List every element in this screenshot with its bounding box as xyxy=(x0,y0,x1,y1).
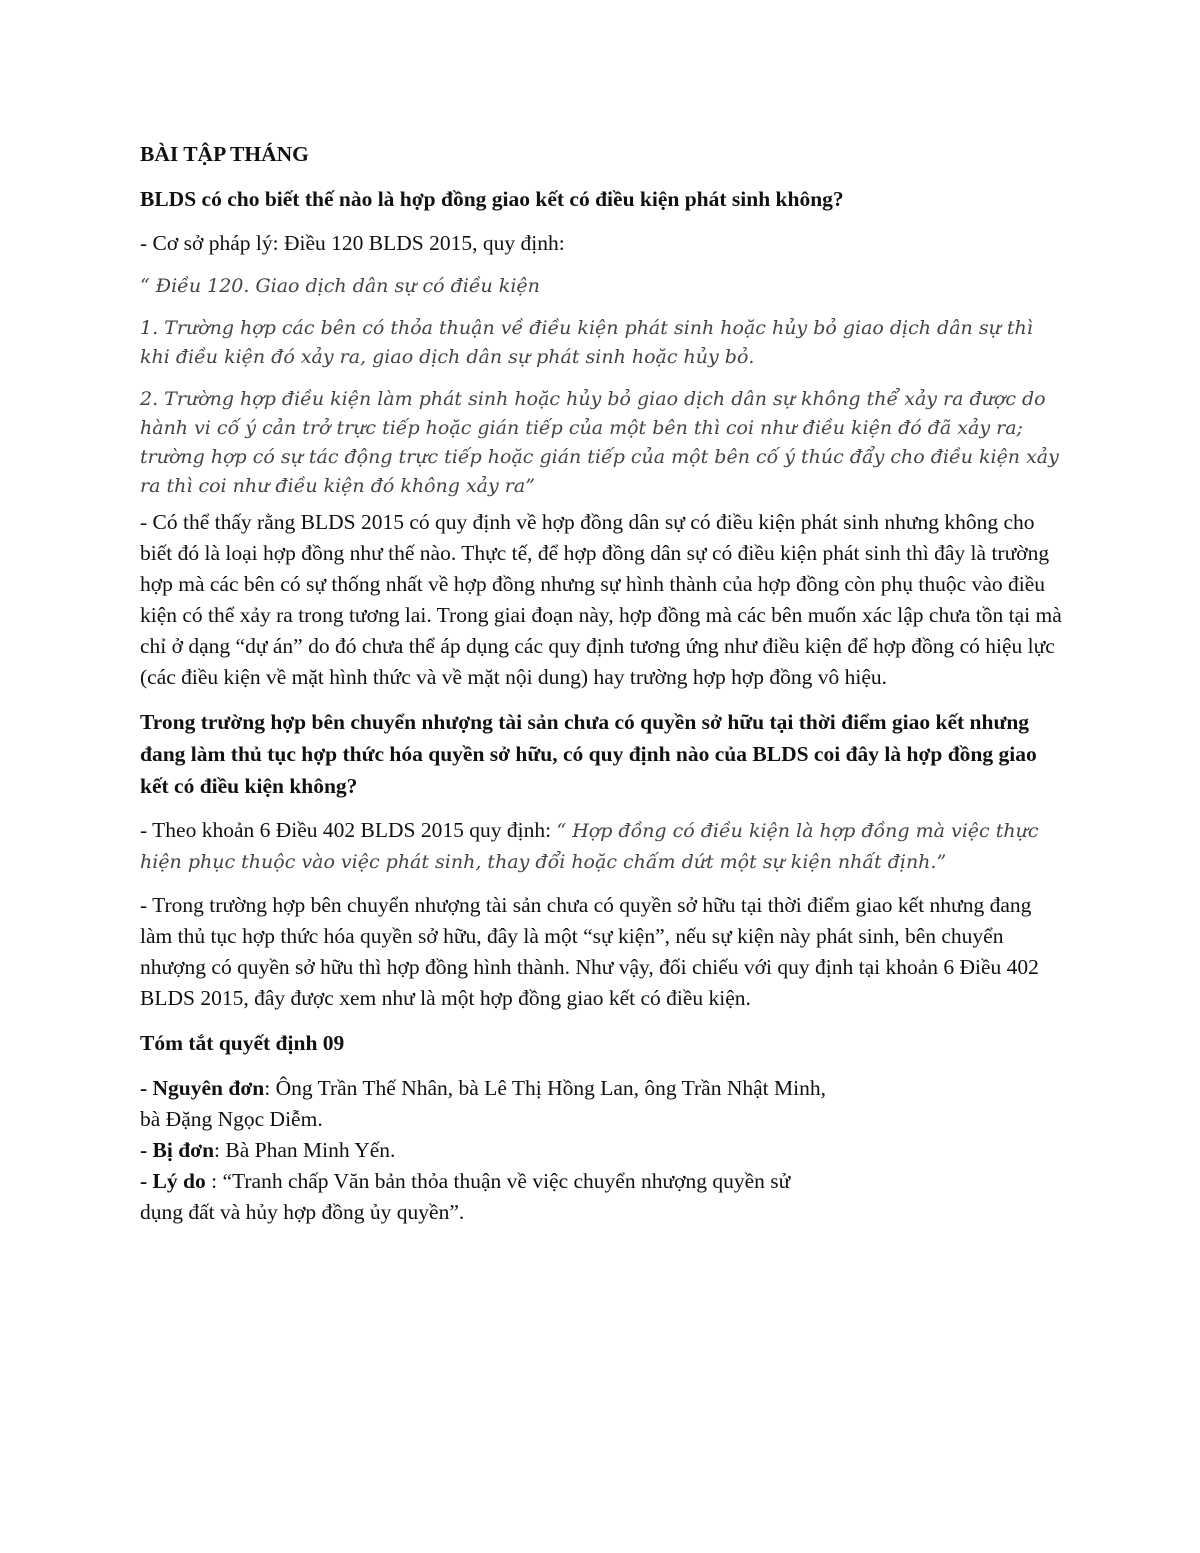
article-title: “ Điều 120. Giao dịch dân sự có điều kiện xyxy=(140,275,540,297)
defendant-text: : Bà Phan Minh Yến. xyxy=(214,1138,396,1162)
article-clause-1: 1. Trường hợp các bên có thỏa thuận về điều kiện phát sinh hoặc hủy bỏ giao dịch dân sự thì khi điều kiện đó xảy ra, giao dịch dân sự phát sinh hoặc hủy bỏ. xyxy=(140,317,1033,368)
answer-2-quote: “ Hợp đồng có điều kiện là hợp đồng mà việc thực hiện phục thuộc vào việc phát sinh, thay đổi hoặc chấm dứt một sự kiện nhất định.” xyxy=(140,820,1039,873)
summary-details xyxy=(140,1073,1065,1228)
document-title: BÀI TẬP THÁNG xyxy=(140,142,309,166)
plaintiff-line-2: bà Đặng Ngọc Diễm. xyxy=(140,1107,323,1131)
reason-text: : “Tranh chấp Văn bản thỏa thuận về việc chuyển nhượng quyền sử xyxy=(205,1169,791,1193)
document-page xyxy=(140,138,1065,1228)
plaintiff-label: - Nguyên đơn xyxy=(140,1076,265,1100)
reason-line xyxy=(140,1166,1065,1197)
article-clause-2: 2. Trường hợp điều kiện làm phát sinh hoặc hủy bỏ giao dịch dân sự không thể xảy ra được do hành vi cố ý cản trở trực tiếp hoặc gián tiếp của một bên thì coi như điều kiện đó đã xảy ra; trường hợp có sự tác động trực tiếp hoặc gián tiếp của một bên cố ý thúc đẩy cho điều kiện xảy ra thì coi như điều kiện đó không xảy ra” xyxy=(140,388,1059,497)
reason-label: - Lý do xyxy=(140,1169,206,1193)
answer-2 xyxy=(140,815,1065,877)
answer-3: - Trong trường hợp bên chuyển nhượng tài sản chưa có quyền sở hữu tại thời điểm giao kết nhưng đang làm thủ tục hợp thức hóa quyền sở hữu, đây là một “sự kiện”, nếu sự kiện này phát sinh, bên chuyển nhượng có quyền sở hữu thì hợp đồng hình thành. Như vậy, đối chiếu với quy định tại khoản 6 Điều 402 BLDS 2015, đây được xem như là một hợp đồng giao kết có điều kiện. xyxy=(140,893,1039,1010)
defendant-label: - Bị đơn xyxy=(140,1138,215,1162)
question-2: Trong trường hợp bên chuyển nhượng tài sản chưa có quyền sở hữu tại thời điểm giao kết nhưng đang làm thủ tục hợp thức hóa quyền sở hữu, có quy định nào của BLDS coi đây là hợp đồng giao kết có điều kiện không? xyxy=(140,710,1037,798)
summary-title: Tóm tắt quyết định 09 xyxy=(140,1031,345,1055)
legal-basis: - Cơ sở pháp lý: Điều 120 BLDS 2015, quy định: xyxy=(140,231,565,255)
plaintiff-text: : Ông Trần Thế Nhân, bà Lê Thị Hồng Lan, ông Trần Nhật Minh, xyxy=(264,1076,826,1100)
question-1: BLDS có cho biết thế nào là hợp đồng giao kết có điều kiện phát sinh không? xyxy=(140,187,844,211)
reason-line-2: dụng đất và hủy hợp đồng ủy quyền”. xyxy=(140,1200,465,1224)
answer-1: - Có thể thấy rằng BLDS 2015 có quy định về hợp đồng dân sự có điều kiện phát sinh nhưng không cho biết đó là loại hợp đồng như thế nào. Thực tế, để hợp đồng dân sự có điều kiện phát sinh thì đây là trường hợp mà các bên có sự thống nhất về hợp đồng nhưng sự hình thành của hợp đồng còn phụ thuộc vào điều kiện có thể xảy ra trong tương lai. Trong giai đoạn này, hợp đồng mà các bên muốn xác lập chưa tồn tại mà chỉ ở dạng “dự án” do đó chưa thể áp dụng các quy định tương ứng như điều kiện để hợp đồng có hiệu lực (các điều kiện về mặt hình thức và về mặt nội dung) hay trường hợp hợp đồng vô hiệu. xyxy=(140,510,1062,689)
plaintiff-line xyxy=(140,1073,1065,1104)
defendant-line xyxy=(140,1135,1065,1166)
answer-2-lead: - Theo khoản 6 Điều 402 BLDS 2015 quy định: xyxy=(140,818,557,842)
